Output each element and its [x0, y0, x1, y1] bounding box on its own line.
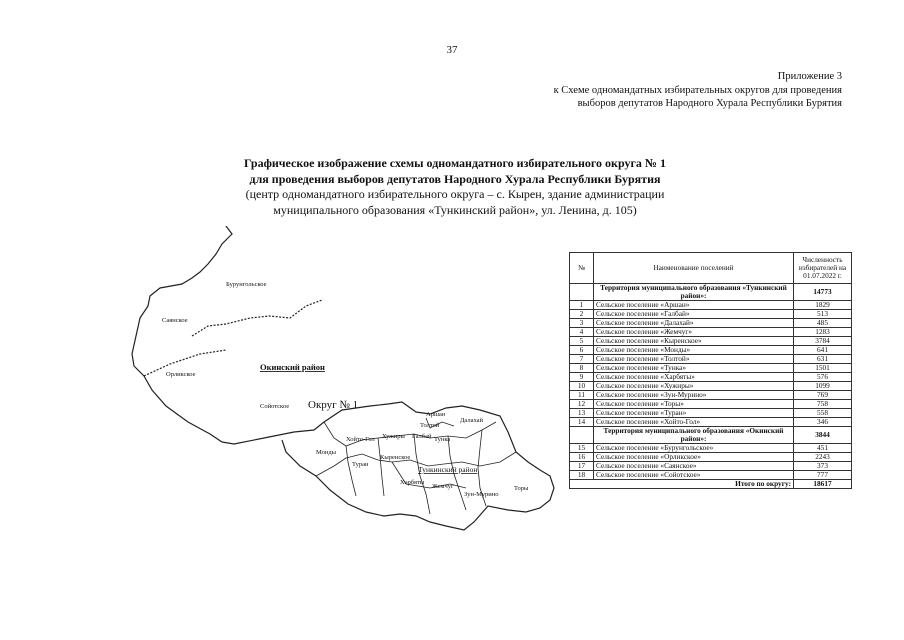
row-number: 12: [570, 400, 594, 409]
total-row: [570, 480, 852, 489]
row-number: 7: [570, 355, 594, 364]
header-count: Численность избирателей на 01.07.2022 г.: [794, 253, 852, 284]
map-label-orlikskoe: Орликское: [166, 371, 196, 378]
map-label-hoyto-gol: Хойто-Гол: [346, 436, 375, 443]
map-label-okinsky: Окинский район: [260, 362, 325, 372]
map-label-tunkinsky: Тункинский район: [418, 465, 478, 474]
title-line-2: для проведения выборов депутатов Народного Хурала Республики Бурятия: [249, 171, 661, 186]
row-number: 18: [570, 471, 594, 480]
row-number: 5: [570, 337, 594, 346]
row-number: 13: [570, 409, 594, 418]
settlement-name: Сельское поселение «Аршан»: [594, 301, 794, 310]
appendix-line-3: выборов депутатов Народного Хурала Республики Бурятия: [577, 98, 842, 109]
settlement-name: Сельское поселение «Хужиры»: [594, 382, 794, 391]
header-name: Наименование поселений: [594, 253, 794, 284]
table-row: [570, 471, 852, 480]
voter-count: 631: [794, 355, 852, 364]
group-row: [570, 284, 852, 301]
voter-count: 346: [794, 418, 852, 427]
tunka-border-4: [378, 438, 384, 496]
voter-count: 451: [794, 444, 852, 453]
tunka-border-5: [414, 434, 430, 514]
appendix-line-2: к Схеме одномандатных избирательных округов для проведения: [553, 84, 842, 96]
row-number: 9: [570, 373, 594, 382]
map-label-sayanskoe: Саянское: [162, 317, 188, 324]
settlement-name: Сельское поселение «Зун-Мурино»: [594, 391, 794, 400]
voter-count: 558: [794, 409, 852, 418]
voter-count: 777: [794, 471, 852, 480]
voter-count: 373: [794, 462, 852, 471]
row-number: 16: [570, 453, 594, 462]
row-number: 8: [570, 364, 594, 373]
voter-count: 758: [794, 400, 852, 409]
row-number: 3: [570, 319, 594, 328]
map-label-tory: Торы: [514, 485, 529, 492]
header-num: №: [570, 253, 594, 284]
voter-count: 1283: [794, 328, 852, 337]
title-line-4: муниципального образования «Тункинский район», ул. Ленина, д. 105): [273, 202, 637, 217]
voter-count: 641: [794, 346, 852, 355]
settlement-name: Сельское поселение «Орликское»: [594, 453, 794, 462]
row-number: 10: [570, 382, 594, 391]
map-label-galbay: Галбай: [412, 433, 432, 440]
title-line-1: Графическое изображение схемы одномандатного избирательного округа № 1: [244, 156, 666, 170]
settlement-name: Сельское поселение «Жемчуг»: [594, 328, 794, 337]
total-label: Итого по округу:: [570, 480, 794, 489]
group-title: Территория муниципального образования «Тункинский район»:: [594, 284, 794, 301]
map-label-turan: Туран: [352, 461, 369, 468]
settlement-name: Сельское поселение «Монды»: [594, 346, 794, 355]
map-label-district: Округ № 1: [308, 399, 359, 411]
map-label-arshan: Аршан: [426, 411, 446, 418]
voter-count: 513: [794, 310, 852, 319]
group-total: 14773: [794, 284, 852, 301]
table-header-row: [570, 253, 852, 284]
row-number: 6: [570, 346, 594, 355]
map-label-kyrenskoe: Кыренское: [380, 454, 411, 461]
group-title: Территория муниципального образования «Окинский район»:: [594, 427, 794, 444]
tunka-border-3: [346, 446, 356, 496]
map-label-soyotskoe: Сойотское: [260, 403, 290, 410]
voter-count: 3784: [794, 337, 852, 346]
appendix-note: [554, 70, 842, 111]
map-label-harbyaty: Харбяты: [400, 479, 425, 486]
page-number: 37: [446, 44, 458, 56]
map-label-burunugolskoe: Бурунгольское: [226, 281, 267, 288]
settlement-name: Сельское поселение «Торы»: [594, 400, 794, 409]
map-label-tolton: Толтой: [420, 422, 440, 429]
voter-count: 485: [794, 319, 852, 328]
settlement-name: Сельское поселение «Галбай»: [594, 310, 794, 319]
map-label-dalakhay: Далахай: [460, 417, 484, 424]
settlement-name: Сельское поселение «Саянское»: [594, 462, 794, 471]
document-title: [150, 156, 760, 218]
voter-count: 576: [794, 373, 852, 382]
voters-table: [569, 252, 852, 489]
settlement-name: Сельское поселение «Харбяты»: [594, 373, 794, 382]
row-number: 11: [570, 391, 594, 400]
row-number: 15: [570, 444, 594, 453]
appendix-line-1: Приложение 3: [777, 71, 842, 82]
row-number: 17: [570, 462, 594, 471]
map-label-zhemchug: Жемчуг: [432, 483, 454, 490]
voter-count: 1099: [794, 382, 852, 391]
settlement-name: Сельское поселение «Тунка»: [594, 364, 794, 373]
voter-count: 1501: [794, 364, 852, 373]
map-label-huzhiry: Хужиры: [382, 433, 405, 440]
map-label-tunka: Тунка: [434, 436, 451, 443]
map-label-mondy: Монды: [316, 449, 337, 456]
row-number: 14: [570, 418, 594, 427]
settlement-name: Сельское поселение «Туран»: [594, 409, 794, 418]
voter-count: 769: [794, 391, 852, 400]
group-num-cell: [570, 427, 594, 444]
row-number: 2: [570, 310, 594, 319]
group-row: [570, 427, 852, 444]
voter-count: 1829: [794, 301, 852, 310]
district-boundary: [132, 226, 554, 530]
settlement-name: Сельское поселение «Толтой»: [594, 355, 794, 364]
map-label-zun-murino: Зун-Мурино: [464, 491, 499, 498]
oka-border-upper: [192, 300, 322, 336]
voter-count: 2243: [794, 453, 852, 462]
group-num-cell: [570, 284, 594, 301]
row-number: 4: [570, 328, 594, 337]
district-map: [130, 226, 565, 536]
group-total: 3844: [794, 427, 852, 444]
settlement-name: Сельское поселение «Далахай»: [594, 319, 794, 328]
settlement-name: Сельское поселение «Кыренское»: [594, 337, 794, 346]
row-number: 1: [570, 301, 594, 310]
total-value: 18617: [794, 480, 852, 489]
title-line-3: (центр одномандатного избирательного округа – с. Кырен, здание администрации: [245, 187, 665, 201]
settlement-name: Сельское поселение «Бурунгольское»: [594, 444, 794, 453]
settlement-name: Сельское поселение «Сойотское»: [594, 471, 794, 480]
settlement-name: Сельское поселение «Хойто-Гол»: [594, 418, 794, 427]
